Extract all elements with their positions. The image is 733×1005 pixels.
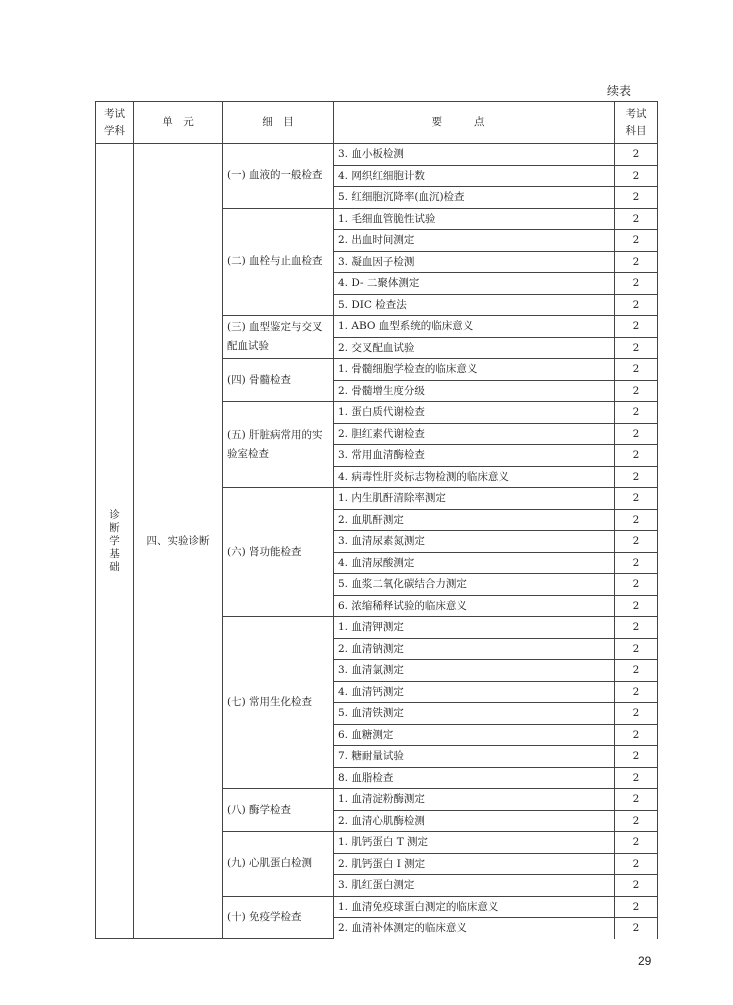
point-cell: 1. 血清钾测定 — [334, 617, 615, 639]
score-cell: 2 — [615, 445, 658, 467]
header-subject: 考试 学科 — [96, 102, 134, 144]
score-cell: 2 — [615, 896, 658, 918]
header-score: 考试 科目 — [615, 102, 658, 144]
point-cell: 4. 病毒性肝炎标志物检测的临床意义 — [334, 466, 615, 488]
score-cell: 2 — [615, 208, 658, 230]
point-cell: 5. 血清铁测定 — [334, 703, 615, 725]
table-row — [96, 144, 658, 166]
subject-label: 诊断学基础 — [109, 508, 120, 573]
point-cell: 4. D- 二聚体测定 — [334, 273, 615, 295]
point-cell: 3. 凝血因子检测 — [334, 251, 615, 273]
score-cell: 2 — [615, 617, 658, 639]
score-cell: 2 — [615, 595, 658, 617]
score-cell: 2 — [615, 144, 658, 166]
syllabus-table — [95, 101, 658, 939]
item-cell: (六) 肾功能检查 — [223, 488, 334, 617]
point-cell: 2. 血肌酐测定 — [334, 509, 615, 531]
item-cell: (四) 骨髓检查 — [223, 359, 334, 402]
score-cell: 2 — [615, 337, 658, 359]
score-cell: 2 — [615, 251, 658, 273]
score-cell: 2 — [615, 187, 658, 209]
point-cell: 7. 糖耐量试验 — [334, 746, 615, 768]
point-cell: 2. 血清补体测定的临床意义 — [334, 918, 615, 939]
point-cell: 5. 红细胞沉降率(血沉)检查 — [334, 187, 615, 209]
point-cell: 3. 肌红蛋白测定 — [334, 875, 615, 897]
point-cell: 1. 内生肌酐清除率测定 — [334, 488, 615, 510]
header-item: 细 目 — [223, 102, 334, 144]
subject-cell — [96, 144, 134, 939]
score-cell: 2 — [615, 918, 658, 939]
point-cell: 2. 骨髓增生度分级 — [334, 380, 615, 402]
score-cell: 2 — [615, 767, 658, 789]
item-cell: (五) 肝脏病常用的实验室检查 — [223, 402, 334, 488]
score-cell: 2 — [615, 875, 658, 897]
score-cell: 2 — [615, 466, 658, 488]
point-cell: 3. 血小板检测 — [334, 144, 615, 166]
score-cell: 2 — [615, 359, 658, 381]
item-cell: (九) 心肌蛋白检测 — [223, 832, 334, 897]
header-point: 要点 — [334, 102, 615, 144]
point-cell: 5. DIC 检查法 — [334, 294, 615, 316]
point-cell: 2. 交叉配血试验 — [334, 337, 615, 359]
score-cell: 2 — [615, 832, 658, 854]
point-cell: 6. 浓缩稀释试验的临床意义 — [334, 595, 615, 617]
score-cell: 2 — [615, 488, 658, 510]
header-row — [96, 102, 658, 144]
score-cell: 2 — [615, 165, 658, 187]
score-cell: 2 — [615, 681, 658, 703]
continued-label: 续表 — [607, 84, 632, 98]
score-cell: 2 — [615, 273, 658, 295]
score-cell: 2 — [615, 423, 658, 445]
unit-cell: 四、实验诊断 — [134, 144, 223, 939]
header-unit: 单 元 — [134, 102, 223, 144]
point-cell: 1. 肌钙蛋白 T 测定 — [334, 832, 615, 854]
point-cell: 4. 血清钙测定 — [334, 681, 615, 703]
score-cell: 2 — [615, 294, 658, 316]
point-cell: 3. 血清尿素氮测定 — [334, 531, 615, 553]
item-cell: (十) 免疫学检查 — [223, 896, 334, 939]
item-cell: (七) 常用生化检查 — [223, 617, 334, 789]
item-cell: (一) 血液的一般检查 — [223, 144, 334, 209]
score-cell: 2 — [615, 810, 658, 832]
point-cell: 1. 蛋白质代谢检查 — [334, 402, 615, 424]
score-cell: 2 — [615, 853, 658, 875]
score-cell: 2 — [615, 638, 658, 660]
point-cell: 2. 出血时间测定 — [334, 230, 615, 252]
score-cell: 2 — [615, 230, 658, 252]
score-cell: 2 — [615, 380, 658, 402]
score-cell: 2 — [615, 402, 658, 424]
score-cell: 2 — [615, 316, 658, 338]
point-cell: 2. 胆红素代谢检查 — [334, 423, 615, 445]
point-cell: 1. 毛细血管脆性试验 — [334, 208, 615, 230]
score-cell: 2 — [615, 703, 658, 725]
item-cell: (八) 酶学检查 — [223, 789, 334, 832]
score-cell: 2 — [615, 660, 658, 682]
score-cell: 2 — [615, 531, 658, 553]
point-cell: 1. ABO 血型系统的临床意义 — [334, 316, 615, 338]
score-cell: 2 — [615, 509, 658, 531]
point-cell: 4. 血清尿酸测定 — [334, 552, 615, 574]
score-cell: 2 — [615, 574, 658, 596]
point-cell: 6. 血糖测定 — [334, 724, 615, 746]
page-number: 29 — [638, 954, 652, 968]
score-cell: 2 — [615, 724, 658, 746]
point-cell: 1. 骨髓细胞学检查的临床意义 — [334, 359, 615, 381]
item-cell: (二) 血栓与止血检查 — [223, 208, 334, 316]
score-cell: 2 — [615, 746, 658, 768]
point-cell: 4. 网织红细胞计数 — [334, 165, 615, 187]
point-cell: 8. 血脂检查 — [334, 767, 615, 789]
item-cell: (三) 血型鉴定与交叉配血试验 — [223, 316, 334, 359]
point-cell: 5. 血浆二氧化碳结合力测定 — [334, 574, 615, 596]
score-cell: 2 — [615, 789, 658, 811]
point-cell: 1. 血清淀粉酶测定 — [334, 789, 615, 811]
point-cell: 2. 肌钙蛋白 I 测定 — [334, 853, 615, 875]
point-cell: 3. 常用血清酶检查 — [334, 445, 615, 467]
point-cell: 3. 血清氯测定 — [334, 660, 615, 682]
point-cell: 2. 血清心肌酶检测 — [334, 810, 615, 832]
point-cell: 2. 血清钠测定 — [334, 638, 615, 660]
score-cell: 2 — [615, 552, 658, 574]
point-cell: 1. 血清免疫球蛋白测定的临床意义 — [334, 896, 615, 918]
